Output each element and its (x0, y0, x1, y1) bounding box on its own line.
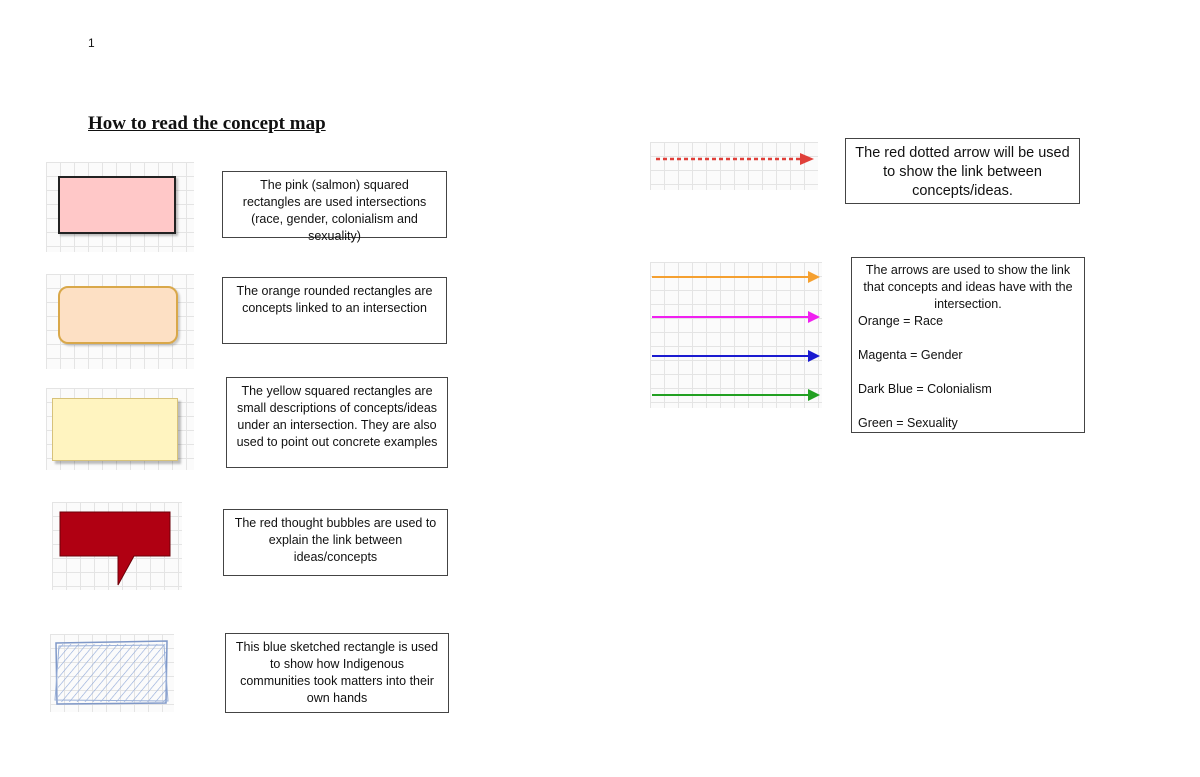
orange-rectangle-description: The orange rounded rectangles are concepts linked to an intersection (222, 277, 447, 344)
blue-sketch-description: This blue sketched rectangle is used to show how Indigenous communities took matters into their own hands (225, 633, 449, 713)
arrows-legend-box (851, 257, 1085, 433)
legend-entry-dark-blue: Dark Blue = Colonialism (858, 382, 992, 396)
legend-entry-green: Green = Sexuality (858, 416, 958, 430)
arrows-legend-intro: The arrows are used to show the link that concepts and ideas have with the intersection. (863, 263, 1073, 311)
legend-entry-magenta: Magenta = Gender (858, 348, 963, 362)
yellow-rectangle-description: The yellow squared rectangles are small descriptions of concepts/ideas under an intersection. They are also used to point out concrete examples (226, 377, 448, 468)
magenta-arrow (652, 311, 820, 323)
orange-arrow (652, 271, 820, 283)
dotted-arrow-description: The red dotted arrow will be used to show the link between concepts/ideas. (845, 138, 1080, 204)
page-title: How to read the concept map (88, 113, 326, 134)
legend-entry-orange: Orange = Race (858, 314, 944, 328)
pink-rectangle-description: The pink (salmon) squared rectangles are used intersections (race, gender, colonialism and sexuality) (222, 171, 447, 238)
page-number: 1 (88, 36, 95, 50)
green-arrow (652, 389, 820, 401)
dark-blue-arrow (652, 350, 820, 362)
red-bubble-description: The red thought bubbles are used to explain the link between ideas/concepts (223, 509, 448, 576)
